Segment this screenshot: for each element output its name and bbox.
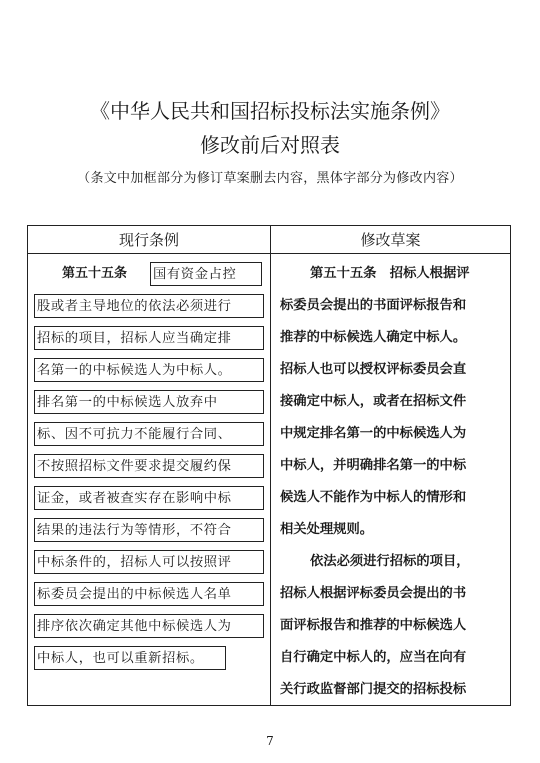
right-line: 依法必须进行招标的项目，: [310, 554, 470, 569]
left-line: [34, 322, 266, 354]
document-title: 《中华人民共和国招标投标法实施条例》: [90, 99, 450, 123]
left-line: [34, 546, 266, 578]
right-line: 面评标报告和推荐的中标候选人: [280, 618, 467, 633]
right-line: 接确定中标人，或者在招标文件: [280, 394, 467, 409]
right-line: 关行政监督部门提交的招标投标: [280, 682, 467, 697]
right-line: 相关处理规则。: [280, 522, 374, 537]
left-line: [34, 418, 266, 450]
column-divider: [270, 226, 271, 705]
left-line: [34, 482, 266, 514]
right-line: 招标人根据评标委员会提出的书: [280, 586, 467, 601]
left-line: [34, 386, 266, 418]
deleted-text-box: 股或者主导地位的依法必须进行: [34, 294, 264, 318]
right-column-header: 修改草案: [360, 231, 421, 249]
left-line: [34, 258, 266, 290]
deleted-text-box: 中标人，也可以重新招标。: [34, 646, 226, 670]
left-line: [34, 290, 266, 322]
left-line: [34, 578, 266, 610]
right-line: 自行确定中标人的，应当在向有: [280, 650, 467, 665]
deleted-text-box: 标、因不可抗力不能履行合同、: [34, 422, 264, 446]
deleted-text-box: 排名第一的中标候选人放弃中: [34, 390, 264, 414]
deleted-text-box: 标委员会提出的中标候选人名单: [34, 582, 264, 606]
current-regulation-column: [34, 258, 266, 674]
deleted-text-box: 中标条件的，招标人可以按照评: [34, 550, 264, 574]
document-subtitle: 修改前后对照表: [200, 133, 340, 157]
right-line: 候选人不能作为中标人的情形和: [280, 490, 467, 505]
right-line: 第五十五条 招标人根据评: [310, 266, 470, 281]
editorial-note: （条文中加框部分为修订草案删去内容，黑体字部分为修改内容）: [77, 171, 463, 186]
draft-amendment-column: [280, 258, 506, 706]
deleted-text-box: 国有资金占控: [150, 262, 262, 286]
article-number: 第五十五条: [62, 266, 128, 281]
left-line: [34, 354, 266, 386]
deleted-text-box: 排序依次确定其他中标候选人为: [34, 614, 264, 638]
right-line: 中规定排名第一的中标候选人为: [280, 426, 467, 441]
comparison-table: [27, 225, 511, 706]
left-line: [34, 450, 266, 482]
deleted-text-box: 招标的项目，招标人应当确定排: [34, 326, 264, 350]
right-line: 中标人，并明确排名第一的中标: [280, 458, 467, 473]
deleted-text-box: 不按照招标文件要求提交履约保: [34, 454, 264, 478]
deleted-text-box: 名第一的中标候选人为中标人。: [34, 358, 264, 382]
page-number: 7: [266, 734, 274, 748]
header-divider: [28, 253, 510, 254]
right-line: 招标人也可以授权评标委员会直: [280, 362, 467, 377]
left-line: [34, 610, 266, 642]
left-line: [34, 642, 266, 674]
left-column-header: 现行条例: [118, 231, 179, 249]
right-line: 推荐的中标候选人确定中标人。: [280, 330, 467, 345]
right-line: 标委员会提出的书面评标报告和: [280, 298, 467, 313]
deleted-text-box: 证金，或者被查实存在影响中标: [34, 486, 264, 510]
deleted-text-box: 结果的违法行为等情形，不符合: [34, 518, 264, 542]
left-line: [34, 514, 266, 546]
